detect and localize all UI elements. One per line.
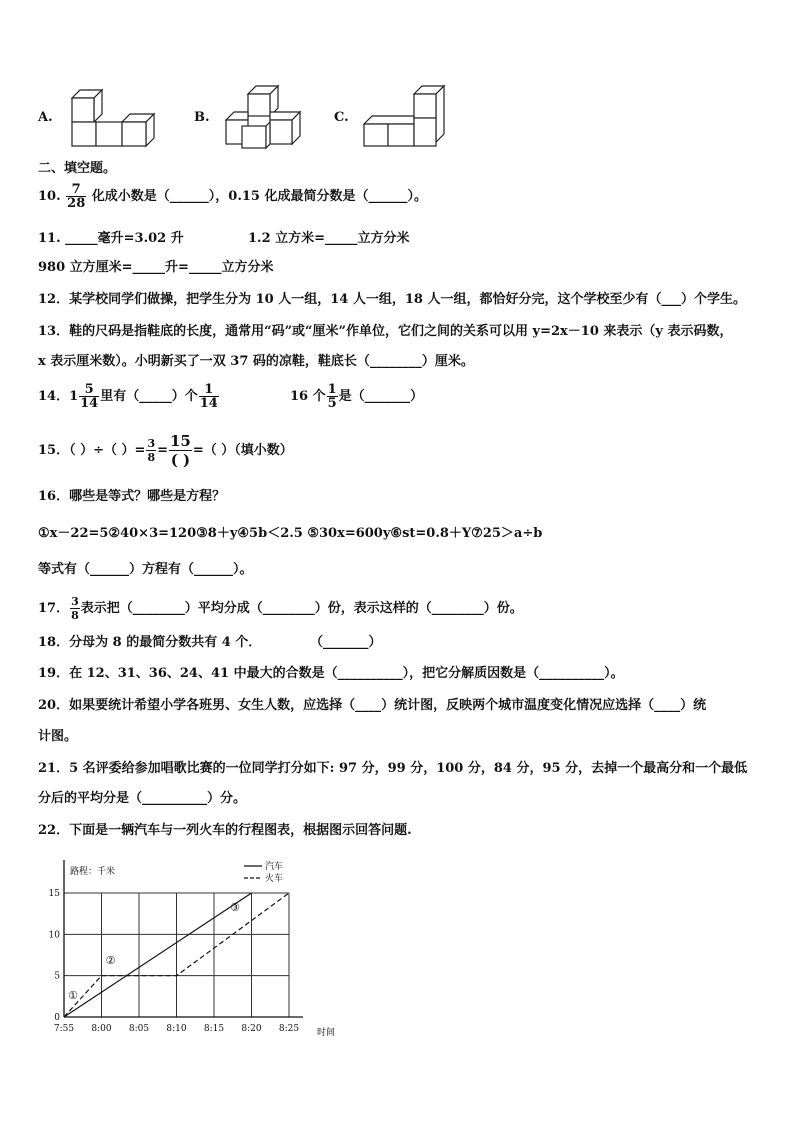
q13-line2: x 表示厘米数）。小明新买了一双 37 码的凉鞋，鞋底长（________）厘米。 — [38, 354, 474, 369]
option-b-label: B. — [194, 110, 210, 125]
option-c-cube-figure — [362, 84, 452, 150]
q14-f2-denominator: 14 — [199, 396, 218, 411]
question-10 — [38, 183, 427, 210]
x-tick-label: 8:10 — [166, 1024, 187, 1034]
q15-f2-denominator: ( ) — [170, 451, 191, 469]
question-12: 12．某学校同学们做操，把学生分为 10 人一组，14 人一组，18 人一组，都恰好分完，这个学校至少有（___）个学生。 — [38, 292, 746, 307]
q15-start: 15．（ ）÷（ ）= — [38, 443, 146, 458]
y-tick-label: 15 — [48, 889, 60, 899]
option-a-cube-figure — [66, 84, 162, 148]
x-tick-label: 8:20 — [241, 1024, 262, 1034]
travel-chart — [40, 852, 350, 1042]
annotation-3: ③ — [230, 901, 240, 915]
q14-f3-denominator: 5 — [327, 396, 337, 411]
q10-denominator: 28 — [67, 196, 86, 211]
q14-fraction-3 — [327, 383, 338, 410]
q15-f1-denominator: 8 — [147, 451, 156, 464]
legend-label-0: 汽车 — [265, 862, 284, 872]
annotation-2: ② — [105, 954, 116, 968]
q18-blank: （_______） — [310, 635, 382, 650]
q14-fraction-2 — [199, 383, 219, 410]
q14-middle-text: 里有（_____）个 — [100, 389, 198, 404]
option-c-label: C. — [334, 110, 349, 125]
q14-part2-text: 16 个 — [290, 389, 326, 404]
question-14 — [38, 383, 220, 410]
section-title: 二、填空题。 — [38, 161, 117, 176]
q15-f1-numerator: 3 — [147, 437, 156, 450]
q15-end: =（ ）（填小数） — [192, 443, 293, 458]
question-17 — [38, 595, 523, 622]
q16-answer: 等式有（______）方程有（______）。 — [38, 562, 253, 577]
q16-question: 16．哪些是等式？哪些是方程？ — [38, 489, 226, 504]
question-22: 22．下面是一辆汽车与一列火车的行程图表，根据图示回答问题. — [38, 823, 412, 838]
x-tick-label: 8:00 — [91, 1024, 112, 1034]
option-a-label: A. — [38, 110, 53, 125]
legend-label-1: 火车 — [265, 874, 284, 884]
question-19: 19．在 12、31、36、24、41 中最大的合数是（__________），把它分解质因数是（__________）。 — [38, 666, 624, 681]
q14-fraction-1 — [79, 383, 99, 410]
chart-x-label: 时间 — [317, 1028, 336, 1038]
q18-text: 18．分母为 8 的最简分数共有 4 个． — [38, 635, 262, 650]
q11-part3: 980 立方厘米=_____升=_____立方分米 — [38, 260, 274, 275]
y-tick-label: 10 — [48, 930, 60, 941]
q20-line2: 计图。 — [38, 729, 78, 744]
q17-text: 表示把（________）平均分成（________）份，表示这样的（________）份。 — [80, 601, 523, 616]
x-tick-label: 7:55 — [53, 1024, 75, 1034]
q10-numerator: 7 — [66, 183, 86, 197]
q16-items: ①x－22=5②40×3=120③8＋y④5b＜2.5 ⑤30x=600y⑥st=0.8＋Y⑦25＞a÷b — [38, 526, 543, 541]
q13-line1: 13．鞋的尺码是指鞋底的长度，通常用“码”或“厘米”作单位，它们之间的关系可以用 y=2x－10 来表示（y 表示码数， — [38, 324, 733, 339]
x-tick-label: 8:05 — [128, 1024, 150, 1034]
x-tick-label: 8:15 — [203, 1024, 225, 1034]
chart-legend — [244, 860, 283, 884]
series-line-car — [64, 893, 252, 1017]
chart-y-label: 路程：千米 — [70, 867, 116, 877]
x-tick-label: 8:25 — [278, 1024, 300, 1034]
q15-equals: = — [157, 443, 168, 458]
q10-fraction — [66, 183, 86, 210]
q17-number: 17． — [38, 601, 70, 616]
q17-denominator: 8 — [71, 609, 79, 622]
y-tick-label: 5 — [54, 971, 60, 982]
q15-f2-numerator: 15 — [170, 432, 191, 450]
q14-end-text: 是（_______） — [338, 389, 424, 404]
q17-numerator: 3 — [71, 595, 79, 608]
option-b-cube-figure — [222, 84, 310, 150]
q10-text: 化成小数是（______），0.15 化成最简分数是（______）。 — [91, 189, 427, 204]
chart-ticks — [49, 889, 300, 1034]
q10-number: 10. — [38, 189, 61, 204]
q14-f1-denominator: 14 — [80, 396, 99, 411]
q17-fraction — [70, 595, 80, 622]
q11-part2: 1.2 立方米=_____立方分米 — [248, 231, 410, 246]
question-15 — [38, 432, 293, 469]
q21-line1: 21．5 名评委给参加唱歌比赛的一位同学打分如下: 97 分，99 分，100 分，84 分，95 分，去掉一个最高分和一个最低 — [38, 761, 748, 776]
q21-line2: 分后的平均分是（__________）分。 — [38, 791, 247, 806]
q15-fraction-1 — [146, 437, 156, 464]
annotation-1: ① — [68, 988, 78, 1002]
chart-grid — [64, 893, 289, 1017]
question-14-part2 — [290, 383, 423, 410]
y-tick-label: 0 — [54, 1013, 60, 1023]
q20-line1: 20．如果要统计希望小学各班男、女生人数，应选择（____）统计图，反映两个城市温度变化情况应选择（____）统 — [38, 698, 707, 713]
q11-part1: 11. _____毫升=3.02 升 — [38, 231, 184, 246]
q14-f1-numerator: 5 — [79, 383, 99, 397]
q14-f2-numerator: 1 — [199, 383, 219, 397]
q15-fraction-2 — [169, 432, 192, 469]
q14-number: 14．1 — [38, 389, 79, 404]
q14-f3-numerator: 1 — [327, 382, 337, 397]
